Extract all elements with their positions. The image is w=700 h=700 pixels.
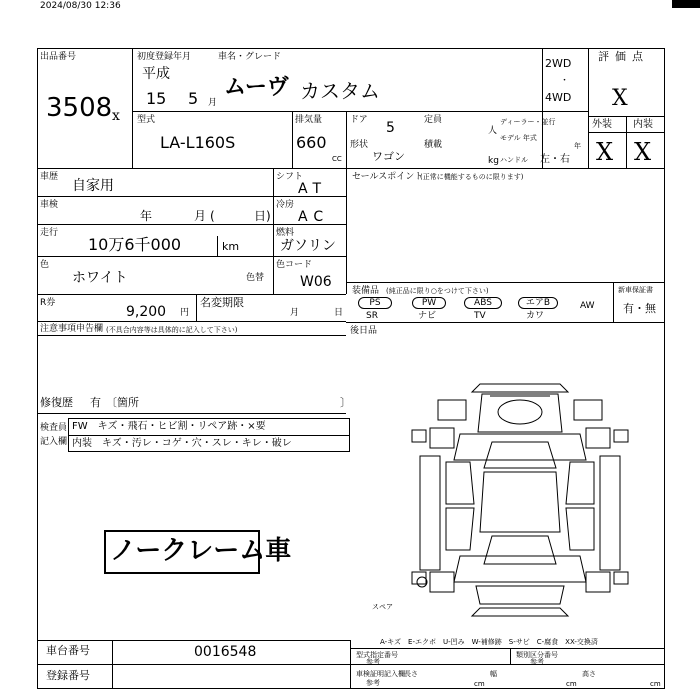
equipment-tv: TV [474,311,486,321]
displacement-label: 排気量 [295,115,323,125]
exterior-label: 外装 [592,119,612,130]
corner-mark [672,0,700,8]
inspector-label-1: 検査員 [40,423,68,433]
inspector-row-fw: FW キズ・飛石・ヒビ割・リペア跡・×要 [72,421,266,432]
lot-number: 3508 [46,93,113,123]
chassis-value: 0016548 [194,644,257,660]
reg-number-label: 登録番号 [46,669,90,682]
repair-place: 〔箇所 [106,396,139,409]
inspector-label-2: 記入欄 [40,437,68,447]
evaluation-label: 評価点 [598,50,649,63]
repair-close: 〕 [340,396,351,409]
name-change-label: 名変期限 [200,296,244,309]
recycle-unit: 円 [180,308,190,318]
warranty-label: 新車保証書 [618,286,653,294]
interior-mark: X [634,138,652,166]
name-change-month: 月 [290,308,300,318]
height-label: 高さ [582,670,596,678]
capacity-label: 定員 [424,115,443,125]
kg-unit: kg [488,156,499,166]
equipment-abs: ABS [464,297,502,309]
history-value: 自家用 [72,178,114,194]
equipment-ps: PS [358,297,392,309]
color-value: ホワイト [72,270,128,286]
notes-sub: (不具合内容等は具体的に記入して下さい) [106,326,238,334]
model-year-label: モデル 年式 [500,134,537,142]
car-name: ムーヴ [224,75,289,100]
class-number-reference: 参考 [530,658,544,666]
inspector-row-interior: 内装 キズ・汚レ・コゲ・穴・スレ・キレ・破レ [72,438,292,449]
drive-dot: ・ [560,76,570,86]
inspection-label: 車検 [40,200,59,210]
evaluation-mark: X [612,86,628,111]
dims-label: 車検証明記入欄 [356,670,405,678]
capacity-unit: 人 [488,126,498,136]
history-label: 車歴 [40,172,59,182]
dealer-label: ディーラー・並行 [500,118,556,126]
aircon-label: 冷房 [276,200,295,210]
equipment-note: (純正品に限り○をつけて下さい) [386,287,489,295]
year-unit: 年 [574,142,581,150]
length-label: 長さ [404,670,418,678]
handle-value: 左・右 [540,154,570,165]
model-label: 型式 [137,115,156,125]
damage-legend: A-キズ E-エクボ U-凹み W-補修跡 S-サビ C-腐食 XX-交換済 [380,638,598,646]
notes-label: 注意事項申告欄 [40,324,104,334]
displacement-value: 660 [296,133,327,152]
inspection-day: 日) [254,209,271,223]
aircon-value: AC [298,209,330,225]
exterior-mark: X [596,138,614,166]
doors-value: 5 [386,120,395,136]
load-label: 積載 [424,140,443,150]
sales-point-label: セールスポイント [352,172,424,182]
type-spec-label: 型式指定番号 [356,651,398,659]
after-items-label: 後日品 [350,326,378,336]
handle-label: ハンドル [500,156,528,164]
dims-reference: 参考 [366,679,380,687]
doors-label: ドア [350,115,368,125]
name-change-day: 日 [334,308,344,318]
era: 平成 [142,66,170,82]
shape-value: ワゴン [372,150,405,163]
inspection-year: 年 [140,209,153,223]
lot-label: 出品番号 [40,52,77,62]
interior-label: 内装 [633,119,653,130]
color-change-label: 色替 [246,273,265,283]
equipment-sr: SR [366,311,378,321]
drive-2wd: 2WD [545,57,572,70]
shift-value: AT [298,181,328,197]
color-label: 色 [40,260,50,270]
color-code-label: 色コード [276,260,313,270]
chassis-label: 車台番号 [46,644,90,657]
shape-label: 形状 [350,140,369,150]
reg-month-unit: 月 [208,98,218,108]
recycle-label: R券 [40,298,56,308]
reg-year: 15 [146,89,167,108]
inspection-month: 月 [194,209,207,223]
fuel-label: 燃料 [276,228,295,238]
warranty-value: 有・無 [623,302,656,315]
shift-label: シフト [276,172,304,182]
sales-point-note: (正常に機能するものに限ります) [420,173,524,181]
equipment-leather: カワ [526,311,545,321]
color-code-value: W06 [300,274,332,290]
repair-label: 修復歴 [40,396,73,409]
equipment-airbag: エアB [518,297,558,309]
mileage-label: 走行 [40,228,59,238]
reg-month: 5 [188,89,199,108]
car-name-label: 車名・グレード [218,52,282,62]
fuel-value: ガソリン [280,238,336,254]
equipment-pw: PW [412,297,446,309]
lot-check-mark: x [112,108,120,124]
length-unit: cm [474,680,485,688]
equipment-label: 装備品 [352,286,380,296]
model-value: LA-L160S [160,133,236,152]
cc-unit: CC [332,155,342,163]
height-unit: cm [650,680,661,688]
drive-4wd: 4WD [545,91,572,104]
car-grade: カスタム [300,79,380,103]
equipment-navi: ナビ [418,311,437,321]
no-claim-text: ノークレーム車 [110,536,292,566]
width-unit: cm [566,680,577,688]
class-number-label: 類別区分番号 [516,651,558,659]
type-spec-reference: 参考 [366,658,380,666]
spare-label: スペア [372,603,393,611]
print-timestamp: 2024/08/30 12:36 [40,1,121,11]
car-body-diagram [400,372,640,622]
repair-value: 有 [90,396,101,409]
mileage-value: 10万6千000 [88,235,182,254]
inspection-paren: ( [210,209,215,223]
mileage-unit: km [222,240,240,253]
width-label: 幅 [490,670,497,678]
first-reg-label: 初度登録年月 [137,52,192,62]
equipment-aw: AW [580,301,595,311]
recycle-value: 9,200 [126,304,167,320]
